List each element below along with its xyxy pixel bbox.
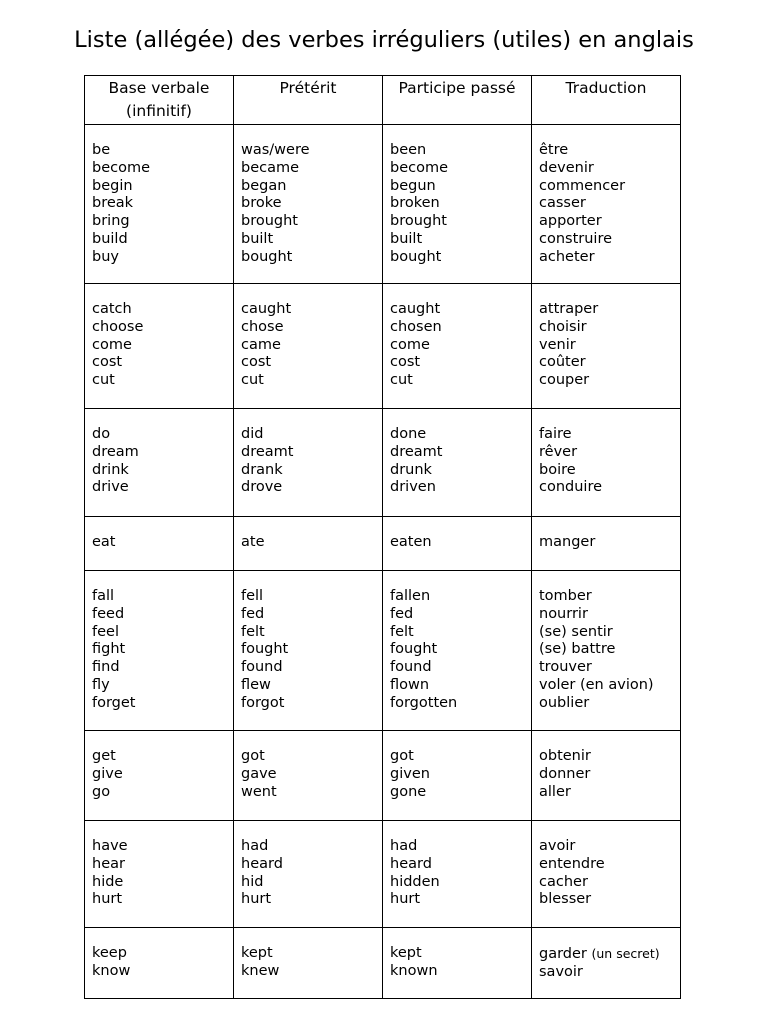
verb-participle: kept [390,945,422,961]
verb-translation: trouver [539,659,592,676]
base-cell [85,928,234,999]
verb-participle: known [390,962,438,979]
base-cell [85,571,234,731]
verb-base: dream [92,443,139,460]
verb-translation: attraper [539,301,599,317]
verb-group-row [85,284,681,409]
verb-translation: obtenir [539,748,591,764]
verb-preterit: flew [241,676,271,693]
participle-cell [383,125,532,284]
verb-preterit: built [241,230,274,247]
translation-cell [532,125,681,284]
verb-base: fly [92,676,110,693]
verb-base: drink [92,461,129,478]
verb-participle: eaten [390,534,432,550]
verb-base: be [92,142,111,158]
preterit-cell [234,821,383,928]
verb-translation: casser [539,195,586,212]
verb-preterit: drove [241,479,283,496]
participle-cell [383,928,532,999]
verb-translation: acheter [539,248,595,265]
verb-participle: flown [390,676,430,693]
verb-group-row [85,731,681,821]
verb-base: hear [92,855,125,872]
verb-participle: drunk [390,461,432,478]
verb-group-row [85,409,681,517]
verb-base: drive [92,479,129,496]
base-cell [85,284,234,409]
verb-preterit: knew [241,962,280,979]
verb-translation: conduire [539,479,603,496]
verb-participle: cost [390,354,421,371]
verb-participle: found [390,659,432,676]
verb-preterit: caught [241,301,292,317]
verb-participle: chosen [390,318,442,335]
verb-translation: voler (en avion) [539,676,654,693]
translation-cell [532,571,681,731]
verb-preterit: fed [241,605,265,622]
verb-preterit: went [241,783,277,800]
header-base-line2: (infinitif) [126,102,192,120]
preterit-cell [234,517,383,571]
verb-base: build [92,230,128,247]
header-base-line1: Base verbale [108,79,210,97]
verb-translation: construire [539,230,613,247]
base-cell [85,731,234,821]
verb-participle: hidden [390,873,440,890]
verb-base: buy [92,248,119,265]
verb-preterit: cut [241,372,264,389]
verb-preterit: kept [241,945,273,961]
verb-preterit: got [241,748,265,764]
verb-preterit: had [241,838,269,854]
verb-preterit: gave [241,765,277,782]
verb-base: cut [92,372,115,389]
verb-translation: (se) battre [539,641,616,658]
verb-participle: fallen [390,588,431,604]
verb-participle: fed [390,605,414,622]
verb-base: get [92,748,116,764]
verb-base: hurt [92,891,123,908]
verb-preterit: ate [241,534,265,550]
verb-base: break [92,195,134,212]
participle-cell [383,821,532,928]
verb-participle: brought [390,213,447,230]
preterit-cell [234,409,383,517]
verb-base: feed [92,605,125,622]
verb-base: keep [92,945,127,961]
verb-participle: heard [390,855,432,872]
verb-base: feel [92,623,119,640]
verb-participle: got [390,748,414,764]
preterit-cell [234,731,383,821]
header-participe-passe: Participe passé [383,76,532,125]
base-cell [85,821,234,928]
verb-group-row [85,517,681,571]
verb-participle: done [390,426,427,442]
verb-base: go [92,783,111,800]
verb-participle: cut [390,372,413,389]
verb-participle: become [390,159,449,176]
preterit-cell [234,571,383,731]
base-cell [85,517,234,571]
verb-participle: begun [390,177,436,194]
verb-participle: dreamt [390,443,443,460]
verb-preterit: found [241,659,283,676]
verb-preterit: bought [241,248,293,265]
verb-participle: been [390,142,427,158]
verb-translation: blesser [539,891,592,908]
verb-participle: fought [390,641,438,658]
verb-group-row [85,928,681,999]
translation-cell [532,731,681,821]
verb-base: bring [92,213,130,230]
verb-translation: garder [539,946,587,962]
translation-cell [532,517,681,571]
verb-translation: nourrir [539,605,588,622]
preterit-cell [234,284,383,409]
verb-participle: broken [390,195,440,212]
verb-preterit: fell [241,588,264,604]
verb-preterit: was/were [241,142,310,158]
preterit-cell [234,125,383,284]
verb-translation: donner [539,765,591,782]
verb-base: hide [92,873,124,890]
verb-translation: boire [539,461,576,478]
verb-translation: être [539,142,569,158]
verb-base: come [92,336,132,353]
verb-participle: driven [390,479,436,496]
verb-translation: venir [539,336,576,353]
verb-participle: caught [390,301,441,317]
verb-preterit: became [241,159,300,176]
verb-base: fight [92,641,126,658]
verb-base: know [92,962,131,979]
verb-translation: devenir [539,159,594,176]
verb-translation: cacher [539,873,588,890]
verb-base: have [92,838,128,854]
header-row [85,76,681,125]
preterit-cell [234,928,383,999]
verb-preterit: hid [241,873,264,890]
participle-cell [383,571,532,731]
header-base-verbale [85,76,234,125]
verb-preterit: chose [241,318,284,335]
header-preterit: Prétérit [234,76,383,125]
verb-participle: come [390,336,430,353]
verb-participle: forgotten [390,694,458,711]
verb-translation: (se) sentir [539,623,613,640]
verb-preterit: hurt [241,891,272,908]
verb-translation: choisir [539,318,587,335]
verb-translation: oublier [539,694,590,711]
verb-translation: savoir [539,963,583,980]
verb-group-row [85,125,681,284]
translation-cell [532,409,681,517]
verb-translation: coûter [539,354,586,371]
participle-cell [383,731,532,821]
verb-preterit: broke [241,195,282,212]
verb-preterit: brought [241,213,298,230]
verb-participle: given [390,765,430,782]
verb-base: cost [92,354,123,371]
verb-preterit: cost [241,354,272,371]
page-title: Liste (allégée) des verbes irréguliers (utiles) en anglais [74,27,694,53]
verb-base: find [92,659,120,676]
verb-preterit: fought [241,641,289,658]
verb-translation: manger [539,534,596,550]
participle-cell [383,284,532,409]
verb-translation-with-note [539,945,676,964]
header-traduction: Traduction [532,76,681,125]
verb-translation: apporter [539,213,602,230]
translation-note: (un secret) [591,946,660,961]
verb-participle: gone [390,783,427,800]
verb-translation: avoir [539,838,576,854]
verb-base: become [92,159,151,176]
verb-base: eat [92,534,116,550]
base-cell [85,409,234,517]
verb-preterit: dreamt [241,443,294,460]
verb-base: fall [92,588,115,604]
verb-base: do [92,426,111,442]
participle-cell [383,517,532,571]
verb-base: begin [92,177,133,194]
verb-translation: tomber [539,588,592,604]
verb-participle: hurt [390,891,421,908]
participle-cell [383,409,532,517]
verb-base: give [92,765,123,782]
verb-base: choose [92,318,144,335]
verb-translation: entendre [539,855,605,872]
verb-preterit: did [241,426,264,442]
translation-cell [532,928,681,999]
verb-base: catch [92,301,132,317]
verb-preterit: began [241,177,287,194]
verb-translation: faire [539,426,572,442]
verb-preterit: came [241,336,281,353]
verb-group-row [85,571,681,731]
verb-preterit: drank [241,461,283,478]
verb-translation: commencer [539,177,626,194]
verb-preterit: forgot [241,694,285,711]
verb-participle: had [390,838,418,854]
verb-translation: rêver [539,443,578,460]
irregular-verbs-table [84,75,681,999]
verb-base: forget [92,694,136,711]
verb-group-row [85,821,681,928]
verb-preterit: felt [241,623,265,640]
verb-participle: built [390,230,423,247]
verb-translation: aller [539,783,571,800]
verb-participle: felt [390,623,414,640]
translation-cell [532,284,681,409]
translation-cell [532,821,681,928]
base-cell [85,125,234,284]
verb-participle: bought [390,248,442,265]
verb-preterit: heard [241,855,283,872]
verb-translation: couper [539,372,590,389]
